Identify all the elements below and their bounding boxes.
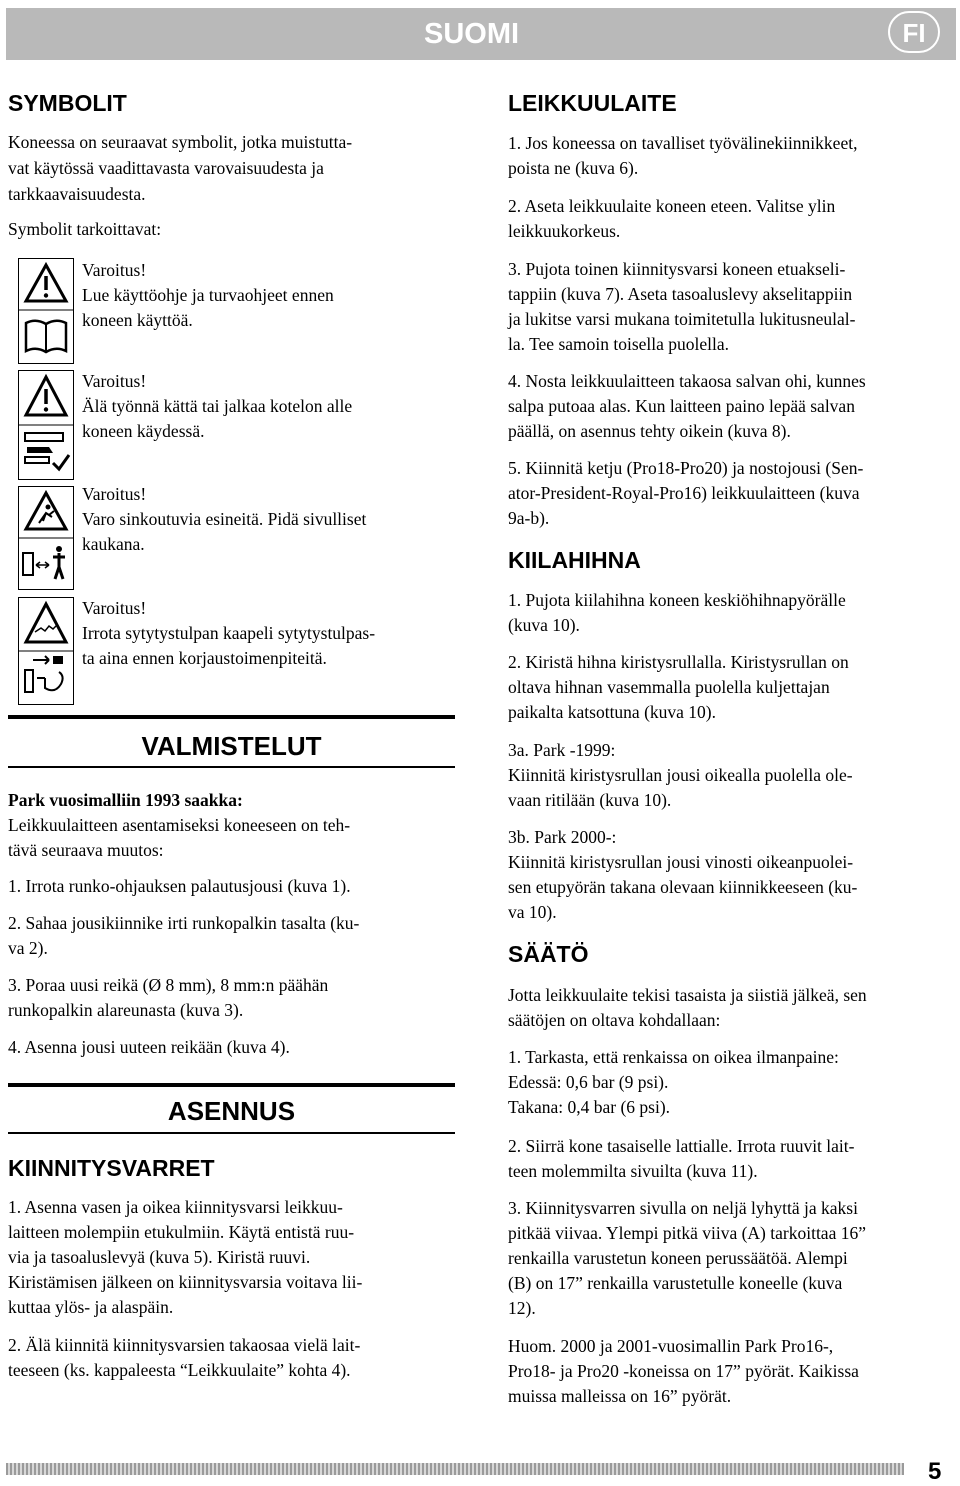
symbol-text-line: Varoitus! [82, 260, 147, 280]
intro-line: Koneessa on seuraavat symbolit, jotka muistutta- [8, 132, 353, 152]
leikkuulaite-line: 1. Jos koneessa on tavalliset työvälinekiinnikkeet, [508, 133, 858, 153]
symbol-text-line: Älä työnnä kättä tai jalkaa kotelon alle [82, 396, 353, 416]
park-text-line: tävä seuraava muutos: [8, 840, 164, 860]
symbol-text-line: Varoitus! [82, 598, 147, 618]
warning-spark-plug-icon [18, 597, 74, 705]
kiilahihna-line: (kuva 10). [508, 615, 580, 635]
kiilahihna-line: Kiinnitä kiristysrullan jousi oikealla puolella ole- [508, 765, 853, 785]
saato-line: 12). [508, 1298, 536, 1318]
saato-line: renkailla varustetun koneen perussäätöä. Alempi [508, 1248, 848, 1268]
leikkuulaite-line: 2. Aseta leikkuulaite koneen eteen. Valitse ylin [508, 196, 836, 216]
step-line: 4. Asenna jousi uuteen reikään (kuva 4). [8, 1037, 290, 1057]
kiilahihna-line: oltava hihnan vasemmalla puolella kuljettajan [508, 677, 830, 697]
saato-line: pitkää viivaa. Ylempi pitkä viiva (A) tarkoittaa 16” [508, 1223, 866, 1243]
saato-line: (B) on 17” renkailla varustetulle koneelle (kuva [508, 1273, 843, 1293]
saato-line: 1. Tarkasta, että renkaissa on oikea ilmanpaine: [508, 1047, 839, 1067]
kiinnitys-line: Kiristämisen jälkeen on kiinnitysvarsia voitava lii- [8, 1272, 363, 1292]
saato-intro-line: säätöjen on oltava kohdallaan: [508, 1010, 721, 1030]
kiinnitys-line: kuttaa ylös- ja alaspäin. [8, 1297, 174, 1317]
symbol-text-line: Varoitus! [82, 484, 147, 504]
kiilahihna-line: vaan ritilään (kuva 10). [508, 790, 672, 810]
leikkuulaite-line: salpa putoaa alas. Kun laitteen paino lepää salvan [508, 396, 855, 416]
park-text-line: Leikkuulaitteen asentamiseksi koneeseen on teh- [8, 815, 351, 835]
kiinnitysvarret-heading: KIINNITYSVARRET [8, 1155, 215, 1181]
symbol-text-line: Varoitus! [82, 371, 147, 391]
intro-line: tarkkaavaisuudesta. [8, 184, 146, 204]
saato-line: 3. Kiinnitysvarren sivulla on neljä lyhyttä ja kaksi [508, 1198, 858, 1218]
leikkuulaite-line: la. Tee samoin toisella puolella. [508, 334, 730, 354]
symbols-mean-label: Symbolit tarkoittavat: [8, 219, 162, 239]
step-line: va 2). [8, 938, 48, 958]
section-rule-top [8, 1083, 455, 1087]
warning-manual-icon [18, 258, 74, 364]
asennus-heading: ASENNUS [167, 1096, 296, 1126]
section-rule-top [8, 715, 455, 719]
leikkuulaite-line: ja lukitse varsi mukana toimitetulla lukitusneulal- [508, 309, 856, 329]
kiinnitys-line: 2. Älä kiinnitä kiinnitysvarsien takaosaa vielä lait- [8, 1335, 361, 1355]
symbol-text-line: kaukana. [82, 534, 145, 554]
kiinnitys-line: teeseen (ks. kappaleesta “Leikkuulaite” kohta 4). [8, 1360, 351, 1380]
saato-line: Takana: 0,4 bar (6 psi). [508, 1097, 671, 1117]
leikkuulaite-line: 9a-b). [508, 508, 550, 528]
leikkuulaite-line: päällä, on asennus tehty oikein (kuva 8). [508, 421, 791, 441]
intro-line: vat käytössä vaadittavasta varovaisuudesta ja [8, 158, 324, 178]
saato-line: Huom. 2000 ja 2001-vuosimallin Park Pro16-, [508, 1336, 834, 1356]
symbol-text-line: Irrota sytytystulpan kaapeli sytytystulpas- [82, 623, 376, 643]
symbol-text-line: ta aina ennen korjaustoimenpiteitä. [82, 648, 327, 668]
kiilahihna-heading: KIILAHIHNA [508, 547, 641, 573]
footer-bar [6, 1463, 904, 1475]
leikkuulaite-line: 5. Kiinnitä ketju (Pro18-Pro20) ja nostojousi (Sen- [508, 458, 864, 478]
saato-line: teen molemmilta sivuilta (kuva 11). [508, 1161, 758, 1181]
saato-line: Edessä: 0,6 bar (9 psi). [508, 1072, 669, 1092]
kiilahihna-line: va 10). [508, 902, 557, 922]
symbol-text-line: Lue käyttöohje ja turvaohjeet ennen [82, 285, 334, 305]
language-badge [888, 11, 940, 53]
page-title: SUOMI [424, 18, 520, 50]
symbol-text-line: koneen käydessä. [82, 421, 205, 441]
warning-thrown-objects-icon [18, 486, 74, 590]
saato-heading: SÄÄTÖ [508, 941, 589, 967]
section-rule-bottom [8, 766, 455, 768]
kiinnitys-line: laitteen molempiin etukulmiin. Käytä entistä ruu- [8, 1222, 355, 1242]
kiilahihna-line: 3b. Park 2000-: [508, 827, 617, 847]
step-line: 3. Poraa uusi reikä (Ø 8 mm), 8 mm:n päähän [8, 975, 329, 995]
symbol-text-line: Varo sinkoutuvia esineitä. Pidä sivulliset [82, 509, 367, 529]
leikkuulaite-line: ator-President-Royal-Pro16) leikkuulaitteen (kuva [508, 483, 860, 503]
valmistelut-heading: VALMISTELUT [141, 731, 322, 761]
leikkuulaite-line: leikkuukorkeus. [508, 221, 621, 241]
kiilahihna-line: 3a. Park -1999: [508, 740, 616, 760]
step-line: 1. Irrota runko-ohjauksen palautusjousi (kuva 1). [8, 876, 351, 896]
symbol-text-line: koneen käyttöä. [82, 310, 193, 330]
kiilahihna-line: sen etupyörän takana olevaan kiinnikkeeseen (ku- [508, 877, 858, 897]
saato-line: Pro18- ja Pro20 -koneissa on 17” pyörät. Kaikissa [508, 1361, 859, 1381]
saato-intro-line: Jotta leikkuulaite tekisi tasaista ja siistiä jälkeä, sen [508, 985, 867, 1005]
park-heading: Park vuosimalliin 1993 saakka: [8, 790, 243, 810]
step-line: 2. Sahaa jousikiinnike irti runkopalkin tasalta (ku- [8, 913, 360, 933]
step-line: runkopalkin alareunasta (kuva 3). [8, 1000, 244, 1020]
kiilahihna-line: 1. Pujota kiilahihna koneen keskiöhihnapyörälle [508, 590, 846, 610]
leikkuulaite-line: tappiin (kuva 7). Aseta tasoaluslevy akselitappiin [508, 284, 853, 304]
kiilahihna-line: 2. Kiristä hihna kiristysrullalla. Kiristysrullan on [508, 652, 849, 672]
saato-line: muissa malleissa on 16” pyörät. [508, 1386, 732, 1406]
kiilahihna-line: paikalta katsottuna (kuva 10). [508, 702, 716, 722]
section-rule-bottom [8, 1132, 455, 1134]
language-badge-label: FI [902, 18, 926, 48]
leikkuulaite-line: poista ne (kuva 6). [508, 158, 639, 178]
kiinnitys-line: 1. Asenna vasen ja oikea kiinnitysvarsi leikkuu- [8, 1197, 343, 1217]
page-number: 5 [928, 1458, 942, 1485]
saato-line: 2. Siirrä kone tasaiselle lattialle. Irrota ruuvit lait- [508, 1136, 855, 1156]
kiinnitys-line: via ja tasoaluslevyä (kuva 5). Kiristä ruuvi. [8, 1247, 311, 1267]
leikkuulaite-line: 3. Pujota toinen kiinnitysvarsi koneen etuakseli- [508, 259, 846, 279]
leikkuulaite-heading: LEIKKUULAITE [508, 90, 677, 116]
kiilahihna-line: Kiinnitä kiristysrullan jousi vinosti oikeanpuolei- [508, 852, 854, 872]
warning-hands-feet-icon [18, 370, 74, 480]
leikkuulaite-line: 4. Nosta leikkuulaitteen takaosa salvan ohi, kunnes [508, 371, 866, 391]
symbols-heading: SYMBOLIT [8, 90, 127, 116]
